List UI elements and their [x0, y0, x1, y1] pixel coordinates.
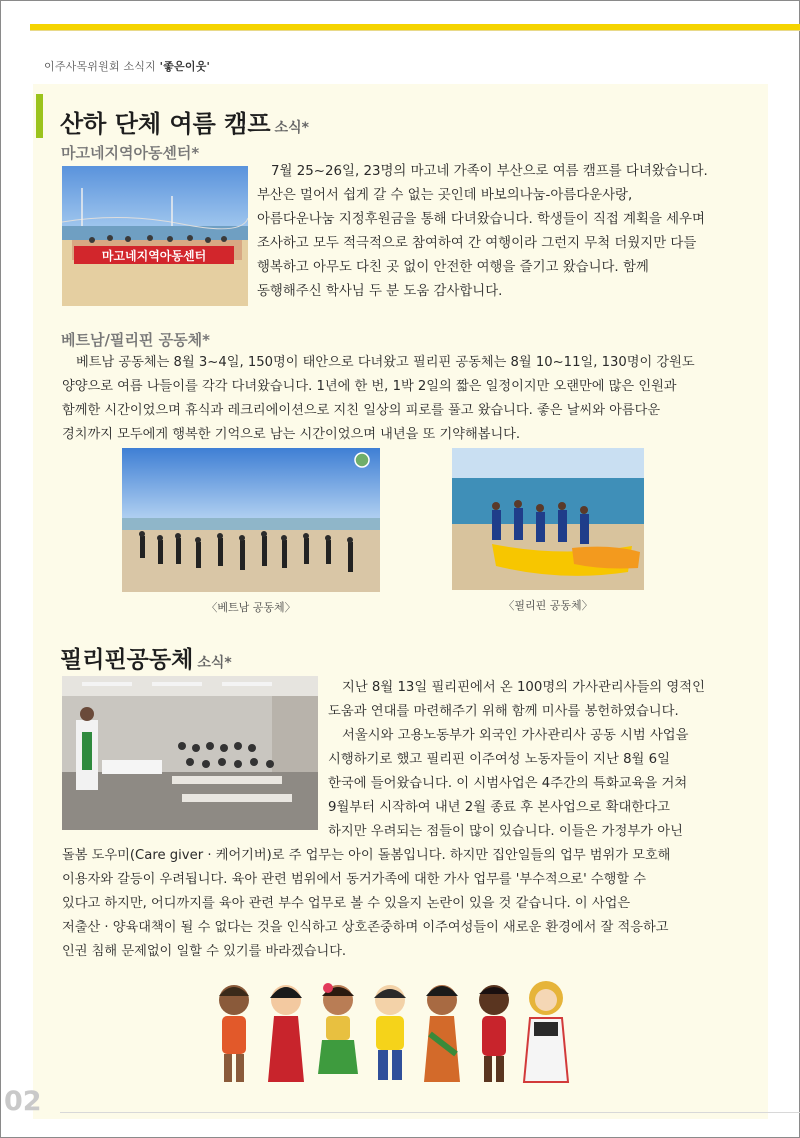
- sub2-paragraph: [62, 351, 752, 447]
- section2-title-suffix: 소식*: [197, 655, 232, 671]
- sub2-line: 양양으로 여름 나들이를 각각 다녀왔습니다. 1년에 한 번, 1박 2일의 짧은 일정이지만 오랜만에 많은 인원과: [62, 379, 677, 394]
- section2-line: 9월부터 시작하여 내년 2월 종료 후 본사업으로 확대한다고: [328, 800, 670, 815]
- child-figure-2: [268, 985, 304, 1082]
- sub1-line: 동행해주신 학사님 두 분 도움 감사합니다.: [257, 284, 503, 299]
- section2-line: 시행하기로 했고 필리핀 이주여성 노동자들이 지난 8월 6일: [328, 752, 670, 767]
- sub1-paragraph: [257, 160, 751, 304]
- sub1-line: 조사하고 모두 적극적으로 참여하여 간 여행이라 그런지 무척 더웠지만 다들: [257, 236, 697, 251]
- sub1-heading: 마고네지역아동센터*: [61, 144, 200, 162]
- section2-title-text: 필리핀공동체: [60, 647, 194, 673]
- photo-busan-beach: [62, 166, 248, 306]
- section1-title: [60, 104, 309, 139]
- sub1-line: 아름다운나눔 지정후원금을 통해 다녀왔습니다. 학생들이 직접 계획을 세우며: [257, 212, 705, 227]
- top-divider: [30, 30, 800, 31]
- section1-title-text: 산하 단체 여름 캠프: [60, 110, 271, 138]
- child-figure-5: [424, 985, 460, 1082]
- section2-paragraph-bottom: [62, 844, 752, 964]
- sub2-line: 베트남 공동체는 8월 3~4일, 150명이 태안으로 다녀왔고 필리핀 공동체는 8월 10~11일, 130명이 강원도: [76, 355, 695, 370]
- photo-busan-sign: 마고네지역아동센터: [101, 249, 207, 263]
- newsletter-header: [44, 58, 210, 74]
- children-illustration: [208, 974, 588, 1092]
- header-prefix: 이주사목위원회 소식지: [44, 60, 160, 73]
- photo-mass: [62, 676, 318, 830]
- section1-title-suffix: 소식*: [274, 120, 309, 136]
- sub1-line: 행복하고 아무도 다친 곳 없이 안전한 여행을 즐기고 왔습니다. 함께: [257, 260, 649, 275]
- section2-line: 한국에 들어왔습니다. 이 시범사업은 4주간의 특화교육을 거쳐: [328, 776, 688, 791]
- sub2-heading: 베트남/필리핀 공동체*: [61, 331, 210, 349]
- section2-paragraph-top: [328, 676, 752, 844]
- sub1-line: 부산은 멀어서 쉽게 갈 수 없는 곳인데 바보의나눔-아름다운사랑,: [257, 188, 633, 203]
- child-figure-4: [374, 985, 406, 1080]
- sub2-line: 경치까지 모두에게 행복한 기억으로 남는 시간이었으며 내년을 또 기약해봅니다.: [62, 427, 521, 442]
- page-number: 02: [4, 1086, 42, 1117]
- section2-line: 인권 침해 문제없이 일할 수 있기를 바라겠습니다.: [62, 944, 347, 959]
- section2-line: 지난 8월 13일 필리핀에서 온 100명의 가사관리사들의 영적인: [342, 680, 705, 695]
- photo-philippines-community: [452, 448, 644, 590]
- sub2-line: 함께한 시간이었으며 휴식과 레크리에이션으로 지친 일상의 피로를 풀고 왔습니다. 좋은 날씨와 아름다운: [62, 403, 661, 418]
- caption-vietnam: 〈베트남 공동체〉: [206, 601, 296, 614]
- child-figure-6: [479, 985, 509, 1082]
- section2-line: 저출산 · 양육대책이 될 수 없다는 것을 인식하고 상호존중하며 이주여성들이 새로운 환경에서 잘 적응하고: [62, 920, 669, 935]
- child-figure-7: [524, 981, 568, 1082]
- header-newsletter-name: '좋은이웃': [159, 60, 211, 73]
- section-accent-bar: [36, 94, 43, 138]
- section2-line: 있다고 하지만, 어디까지를 육아 관련 부수 업무로 볼 수 있을지 논란이 있을 것 같습니다. 이 사업은: [62, 896, 631, 911]
- section2-line: 이용자와 갈등이 우려됩니다. 육아 관련 범위에서 동거가족에 대한 가사 업무를 '부수적으로' 수행할 수: [62, 872, 647, 887]
- child-figure-1: [219, 985, 249, 1082]
- section2-line: 도움과 연대를 마련해주기 위해 함께 미사를 봉헌하였습니다.: [328, 704, 679, 719]
- caption-philippines: 〈필리핀 공동체〉: [503, 599, 593, 612]
- section2-line: 하지만 우려되는 점들이 많이 있습니다. 이들은 가정부가 아닌: [328, 824, 683, 839]
- bottom-divider: [60, 1112, 800, 1113]
- photo-vietnam-community: [122, 448, 380, 592]
- section2-title: [60, 641, 232, 674]
- section2-line: 돌봄 도우미(Care giver · 케어기버)로 주 업무는 아이 돌봄입니다. 하지만 집안일들의 업무 범위가 모호해: [62, 848, 671, 863]
- sub1-line: 7월 25~26일, 23명의 마고네 가족이 부산으로 여름 캠프를 다녀왔습니다.: [271, 164, 708, 179]
- child-figure-3: [318, 983, 358, 1074]
- section2-line: 서울시와 고용노동부가 외국인 가사관리사 공동 시범 사업을: [342, 728, 689, 743]
